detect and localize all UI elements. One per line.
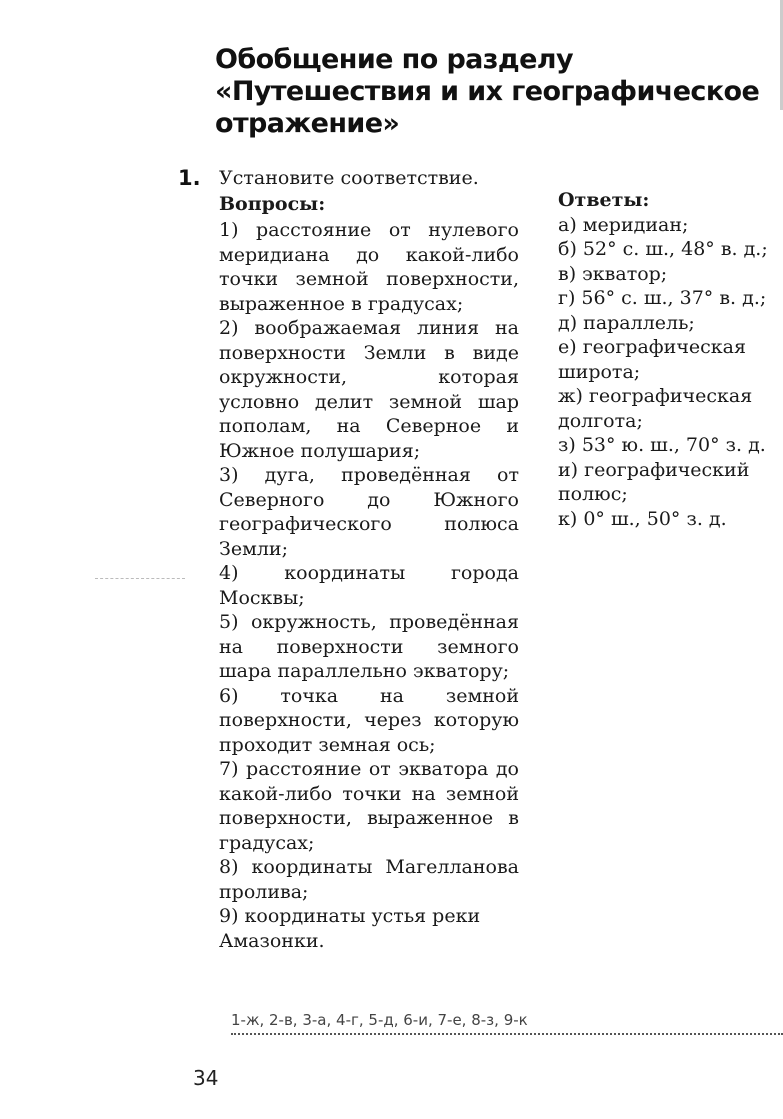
question-item: 9) координаты устья реки Амазонки. — [219, 905, 481, 952]
answer-dotted-line — [231, 1033, 783, 1035]
page-number: 34 — [193, 1066, 219, 1090]
question-item: 6) точка на земной поверхности, через которую проходит земная ось; — [219, 684, 519, 756]
answer-key: 1-ж, 2-в, 3-а, 4-г, 5-д, 6-и, 7-е, 8-з, 9-к — [231, 1011, 528, 1029]
question-item: 7) расстояние от экватора до какой-либо точки на земной поверхности, выраженное в градусах; — [219, 758, 519, 854]
answer-item: б) 52° с. ш., 48° в. д.; — [558, 238, 768, 260]
answer-item: и) географический полюс; — [558, 458, 750, 505]
answers-heading: Ответы: — [558, 189, 650, 211]
question-item: 4) координаты города Москвы; — [219, 562, 519, 609]
question-item: 1) расстояние от нулевого меридиана до какой-либо точки земной поверхности, выраженное в градусах; — [219, 219, 519, 315]
answer-item: е) географическая широта; — [558, 336, 746, 383]
question-item: 3) дуга, проведённая от Северного до Южного географического полюса Земли; — [219, 464, 519, 560]
answer-item: з) 53° ю. ш., 70° з. д. — [558, 434, 766, 456]
task-instruction: Установите соответствие. — [219, 167, 479, 189]
answer-item: ж) географическая долгота; — [558, 385, 753, 432]
questions-heading: Вопросы: — [219, 193, 326, 215]
answers-list — [558, 188, 783, 531]
question-item: 2) воображаемая линия на поверхности Земли в виде окружности, которая условно делит земной шар пополам, на Северное и Южное полушария; — [219, 317, 519, 462]
question-item: 5) окружность, проведённая на поверхности земного шара параллельно экватору; — [219, 611, 519, 682]
task-number: 1. — [178, 166, 201, 190]
section-title-line: отражение» — [215, 108, 400, 139]
scan-dash-mark — [95, 578, 185, 579]
answer-item: а) меридиан; — [558, 213, 689, 236]
section-title-line: Обобщение по разделу — [215, 44, 573, 75]
questions-list — [219, 218, 519, 953]
question-item: 8) координаты Магелланова пролива; — [219, 856, 519, 903]
answer-item: к) 0° ш., 50° з. д. — [558, 507, 727, 530]
section-title — [215, 44, 760, 140]
section-title-line: «Путешествия и их географическое — [215, 76, 760, 107]
answer-item: г) 56° с. ш., 37° в. д.; — [558, 287, 767, 309]
answer-item: в) экватор; — [558, 262, 668, 285]
answer-item: д) параллель; — [558, 311, 695, 334]
